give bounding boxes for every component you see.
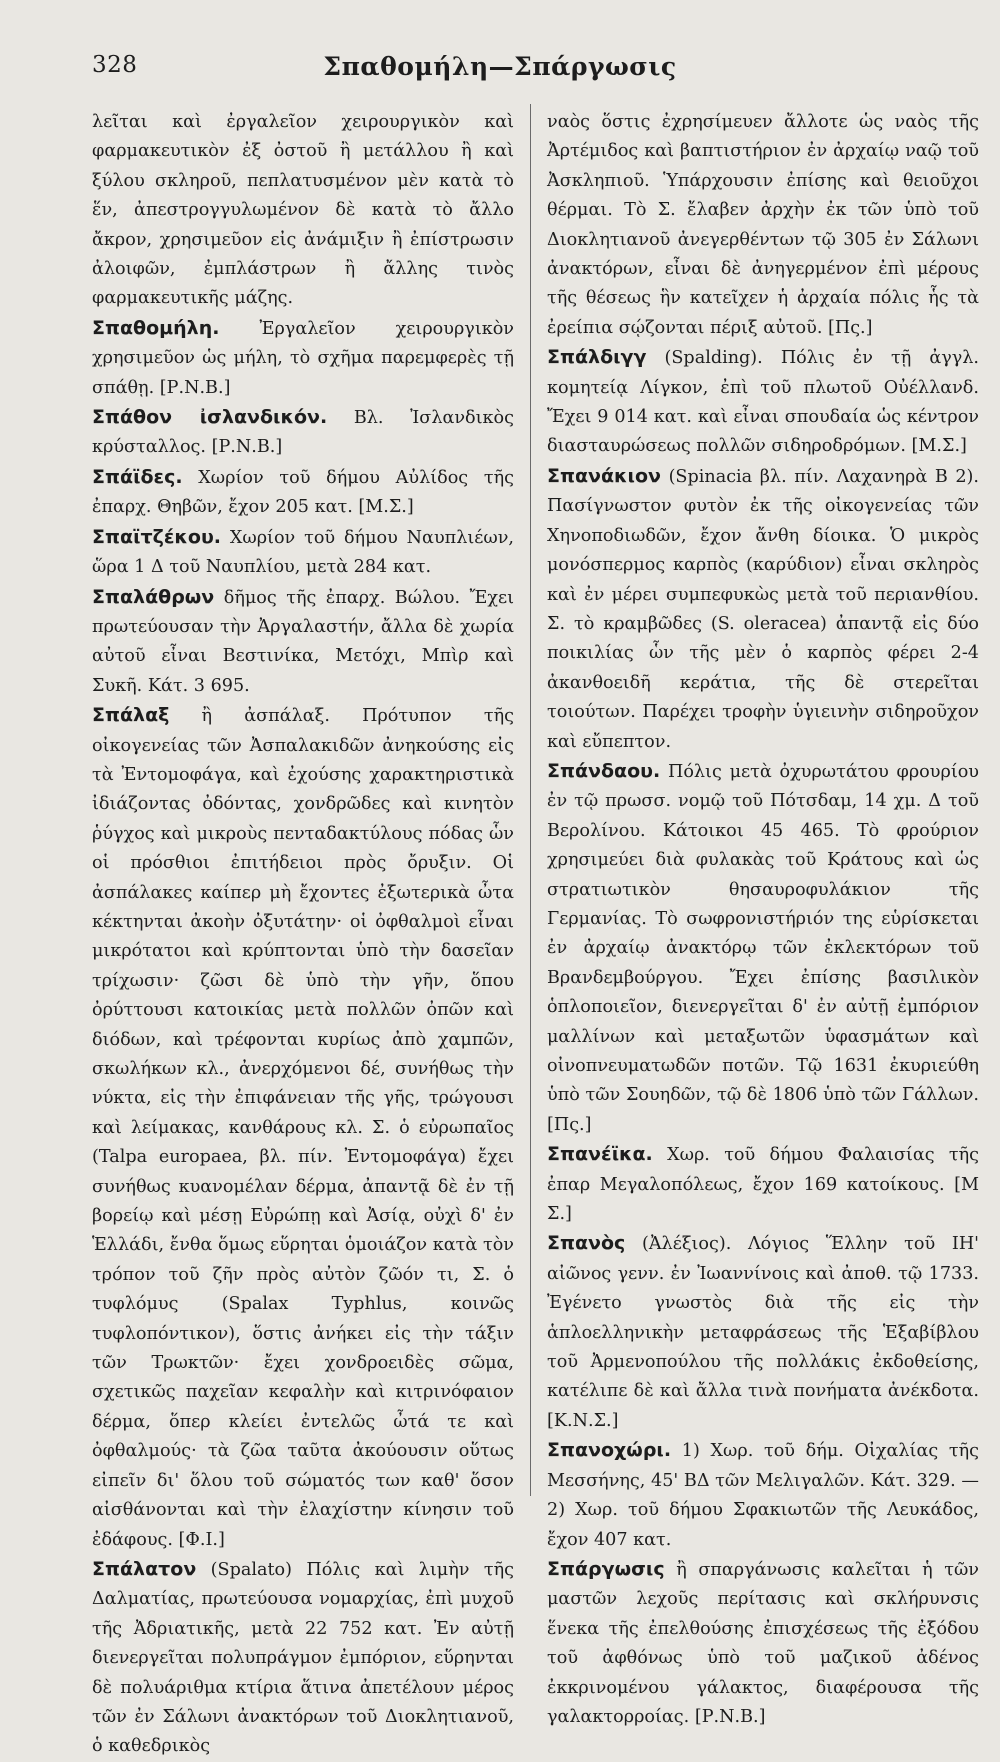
entry-headword: Σπαθομήλη. xyxy=(92,316,220,339)
right-column xyxy=(547,107,979,1732)
entry-text: (Ἀλέξιος). Λόγιος Ἕλλην τοῦ ΙΗ' αἰῶνος γενν. ἐν Ἰωαννίνοις καὶ ἀποθ. τῷ 1733. Ἐγένετο γνωστὸς διὰ τῆς εἰς τὴν ἁπλοελληνικὴν μεταφράσεως τῆς Ἑξαβίβλου τοῦ Ἀρμενοπούλου τῆς πολλάκις ἐκδοθείσης, κατέλιπε δὲ καὶ ἄλλα τινὰ πονήματα ἀνέκδοτα. [Κ.Ν.Σ.] xyxy=(547,1234,979,1431)
entry-paragraph xyxy=(92,463,514,523)
entry-paragraph xyxy=(547,1229,979,1436)
entry-paragraph xyxy=(547,107,979,343)
entry-paragraph xyxy=(547,462,979,757)
page-number: 328 xyxy=(92,52,138,78)
entry-headword: Σπανάκιον xyxy=(547,464,661,487)
entry-paragraph xyxy=(547,1555,979,1732)
entry-headword: Σπάϊδες. xyxy=(92,465,183,488)
entry-paragraph xyxy=(92,523,514,583)
entry-headword: Σπάλαξ xyxy=(92,704,170,727)
entry-text: (Spalding). Πόλις ἐν τῇ ἀγγλ. κομητείᾳ Λίγκον, ἐπὶ τοῦ πλωτοῦ Οὐέλλανδ. Ἔχει 9 014 κατ. καὶ εἶναι σπουδαία ὡς κέντρον διασταυρώσεως πολλῶν σιδηροδρόμων. [Μ.Σ.] xyxy=(547,348,979,457)
entry-text: (Spinacia βλ. πίν. Λαχανηρὰ Β 2). Πασίγνωστον φυτὸν ἐκ τῆς οἰκογενείας τῶν Χηνοποδιωδῶν, ἔχον ἄνθη δίοικα. Ὁ μικρὸς μονόσπερμος καρπὸς (καρύδιον) εἶναι σκληρὸς καὶ ἐν μέρει συμπεφυκὼς μετὰ τοῦ περιανθίου. Σ. τὸ κραμβῶδες (S. oleracea) ἀπαντᾷ εἰς δύο ποικιλίας ὧν τῆς μὲν ὁ καρπὸς φέρει 2-4 ἀκανθοειδῆ κεράτια, τῆς δὲ στερεῖται τοιούτων. Παρέχει τροφὴν ὑγιεινὴν σιδηροῦχον καὶ εὔπεπτον. xyxy=(547,466,979,752)
entry-text: Πόλις μετὰ ὀχυρωτάτου φρουρίου ἐν τῷ πρωσσ. νομῷ τοῦ Πότσδαμ, 14 χμ. Δ τοῦ Βερολίνου. Κάτοικοι 45 465. Τὸ φρούριον χρησιμεύει διὰ φυλακὰς τοῦ Κράτους καὶ ὡς στρατιωτικὸν θησαυροφυλάκιον τῆς Γερμανίας. Τὸ σωφρονιστήριόν της εὑρίσκεται ἐν ἀρχαίῳ ἀνακτόρῳ τῶν ἐκλεκτόρων τοῦ Βρανδεμβούργου. Ἔχει ἐπίσης βασιλικὸν ὁπλοποιεῖον, διενεργεῖται δ' ἐν αὐτῇ ἐμπόριον μαλλίνων καὶ μεταξωτῶν ὑφασμάτων καὶ οἰνοπνευματωδῶν ποτῶν. Τῷ 1631 ἐκυριεύθη ὑπὸ τῶν Σουηδῶν, τῷ δὲ 1806 ὑπὸ τῶν Γάλλων. [Πς.] xyxy=(547,761,979,1135)
entry-paragraph xyxy=(547,1436,979,1555)
entry-text: Χωρίον τοῦ δήμου Αὐλίδος τῆς ἐπαρχ. Θηβῶν, ἔχον 205 κατ. [Μ.Σ.] xyxy=(92,467,514,518)
entry-text: Βλ. Ἰσλανδικὸς κρύσταλλος. [Ρ.Ν.Β.] xyxy=(92,408,514,458)
entry-paragraph xyxy=(92,701,514,1555)
entry-text: Χωρ. τοῦ δήμου Φαλαισίας τῆς ἐπαρ Μεγαλοπόλεως, ἔχον 169 κατοίκους. [Μ Σ.] xyxy=(547,1145,979,1225)
entry-paragraph xyxy=(547,1140,979,1229)
entry-text: λεῖται καὶ ἐργαλεῖον χειρουργικὸν καὶ φαρμακευτικὸν ἐξ ὀστοῦ ἢ μετάλλου ἢ καὶ ξύλου σκληροῦ, πεπλατυσμένον μὲν κατὰ τὸ ἕν, ἀπεστρογγυλωμένον δὲ κατὰ τὸ ἄλλο ἄκρον, χρησιμεῦον εἰς ἀνάμιξιν ἢ ἐπίστρωσιν ἀλοιφῶν, ἐμπλάστρων ἢ ἄλλης τινὸς φαρμακευτικῆς μάζης. xyxy=(92,112,514,309)
entry-headword: Σπάργωσις xyxy=(547,1557,665,1580)
left-column xyxy=(92,107,514,1762)
entry-headword: Σπάλδιγγ xyxy=(547,346,647,369)
column-divider xyxy=(530,104,531,1496)
entry-text: 1) Χωρ. τοῦ δήμ. Οἰχαλίας τῆς Μεσσήνης, 45' ΒΔ τῶν Μελιγαλῶν. Κάτ. 329. — 2) Χωρ. τοῦ δήμου Σφακιωτῶν τῆς Λευκάδος, ἔχον 407 κατ. xyxy=(547,1441,979,1550)
entry-headword: Σπάλατον xyxy=(92,1557,197,1580)
entry-paragraph xyxy=(547,343,979,462)
entry-paragraph xyxy=(547,757,979,1140)
entry-paragraph xyxy=(92,314,514,403)
running-head: Σπαθομήλη—Σπάργωσις xyxy=(323,52,677,81)
entry-paragraph xyxy=(92,107,514,314)
entry-headword: Σπανὸς xyxy=(547,1232,626,1255)
entry-paragraph xyxy=(92,403,514,463)
entry-headword: Σπανοχώρι. xyxy=(547,1439,672,1462)
entry-paragraph xyxy=(92,1555,514,1762)
entry-headword: Σπάνδαου. xyxy=(547,759,661,782)
entry-text: Χωρίον τοῦ δήμου Ναυπλιέων, ὥρα 1 Δ τοῦ Ναυπλίου, μετὰ 284 κατ. xyxy=(92,527,514,578)
entry-headword: Σπαϊτζέκου. xyxy=(92,525,221,548)
entry-text: ναὸς ὅστις ἐχρησίμευεν ἄλλοτε ὡς ναὸς τῆς Ἀρτέμιδος καὶ βαπτιστήριον ἐν ἀρχαίῳ ναῷ τοῦ Ἀσκληπιοῦ. Ὑπάρχουσιν ἐπίσης καὶ θειοῦχοι θέρμαι. Τὸ Σ. ἔλαβεν ἀρχὴν ἐκ τῶν ὑπὸ τοῦ Διοκλητιανοῦ ἀνεγερθέντων τῷ 305 ἐν Σάλωνι ἀνακτόρων, εἶναι δὲ ἀνηγερμένον ἐπὶ μέρους τῆς θέσεως ἣν κατεῖχεν ἡ ἀρχαία πόλις ἧς τὰ ἐρείπια σῴζονται πέριξ αὐτοῦ. [Πς.] xyxy=(547,112,979,338)
entry-text: ἢ ἀσπάλαξ. Πρότυπον τῆς οἰκογενείας τῶν Ἀσπαλακιδῶν ἀνηκούσης εἰς τὰ Ἐντομοφάγα, καὶ ἐχούσης χαρακτηριστικὰ ἰδιάζοντας ὀδόντας, χονδρῶδες καὶ κινητὸν ῥύγχος καὶ μικροὺς πενταδακτύλους πόδας ὧν οἱ πρόσθιοι ἐπιτήδειοι πρὸς ὄρυξιν. Οἱ ἀσπάλακες καίπερ μὴ ἔχοντες ἐξωτερικὰ ὦτα κέκτηνται ἀκοὴν ὀξυτάτην· οἱ ὀφθαλμοὶ εἶναι μικρότατοι καὶ κρύπτονται ὑπὸ τὴν δασεῖαν τρίχωσιν· ζῶσι δὲ ὑπὸ τὴν γῆν, ὅπου ὀρύττουσι κατοικίας μετὰ πολλῶν ὀπῶν καὶ διόδων, καὶ τρέφονται κυρίως ἀπὸ χαμπῶν, σκωλήκων κλ., ἀνερχόμενοι δέ, συνήθως τὴν νύκτα, εἰς τὴν ἐπιφάνειαν τῆς γῆς, τρώγουσι καὶ λείμακας, κανθάρους κλ. Σ. ὁ εὐρωπαῖος (Talpa europaea, βλ. πίν. Ἐντομοφάγα) ἔχει συνήθως κυανομέλαν δέρμα, ἀπαντᾷ δὲ ἐν τῇ βορείῳ καὶ μέσῃ Εὐρώπῃ καὶ Ἀσίᾳ, οὐχὶ δ' ἐν Ἑλλάδι, ἔνθα ὅμως εὕρηται ὁμοιάζον κατὰ τὸν τρόπον τοῦ ζῆν πρὸς αὐτὸν ζῶόν τι, Σ. ὁ τυφλόμυς (Spalax Typhlus, κοινῶς τυφλοπόντικον), ὅστις ἀνήκει εἰς τὴν τάξιν τῶν Τρωκτῶν· ἔχει χονδροειδὲς σῶμα, σχετικῶς παχεῖαν κεφαλὴν καὶ κιτρινόφαιον δέρμα, ὅπερ κλείει ἐντελῶς ὦτά τε καὶ ὀφθαλμούς· τὰ ζῶα ταῦτα ἀκούουσιν οὕτως εἰπεῖν δι' ὅλου τοῦ σώματός των καθ' ὅσον αἰσθάνονται καὶ τὴν ἐλαχίστην κίνησιν τοῦ ἐδάφους. [Φ.Ι.] xyxy=(92,706,514,1550)
entry-text: ἢ σπαργάνωσις καλεῖται ἡ τῶν μαστῶν λεχοῦς περίτασις καὶ σκλήρυνσις ἕνεκα τῆς ἐπελθούσης ἐπισχέσεως τῆς ἐξόδου τοῦ ἀφθόνως ὑπὸ τοῦ μαζικοῦ ἀδένος ἐκκρινομένου γάλακτος, διαφέρουσα τῆς γαλακτορροίας. [Ρ.Ν.Β.] xyxy=(547,1559,979,1727)
entry-headword: Σπαλάθρων xyxy=(92,585,215,608)
entry-text: δῆμος τῆς ἐπαρχ. Βώλου. Ἔχει πρωτεύουσαν τὴν Ἀργαλαστήν, ἄλλα δὲ χωρία αὐτοῦ εἶναι Βεστινίκα, Μετόχι, Μπὶρ καὶ Συκῆ. Κάτ. 3 695. xyxy=(92,587,514,696)
entry-headword: Σπανέϊκα. xyxy=(547,1143,653,1166)
entry-text: Ἐργαλεῖον χειρουργικὸν χρησιμεῦον ὡς μήλη, τὸ σχῆμα παρεμφερὲς τῇ σπάθῃ. [Ρ.Ν.Β.] xyxy=(92,318,514,398)
entry-headword: Σπάθον ἰσλανδικόν. xyxy=(92,406,328,429)
entry-text: (Spalato) Πόλις καὶ λιμὴν τῆς Δαλματίας, πρωτεύουσα νομαρχίας, ἐπὶ μυχοῦ τῆς Ἀδριατικῆς, μετὰ 22 752 κατ. Ἐν αὐτῇ διενεργεῖται πολυπράγμον ἐμπόριον, εὕρηνται δὲ πολυάριθμα κτίρια ἅτινα ἀπετέλουν μέρος τῶν ἐν Σάλωνι ἀνακτόρων τοῦ Διοκλητιανοῦ, ὁ καθεδρικὸς xyxy=(92,1559,514,1757)
entry-paragraph xyxy=(92,583,514,702)
